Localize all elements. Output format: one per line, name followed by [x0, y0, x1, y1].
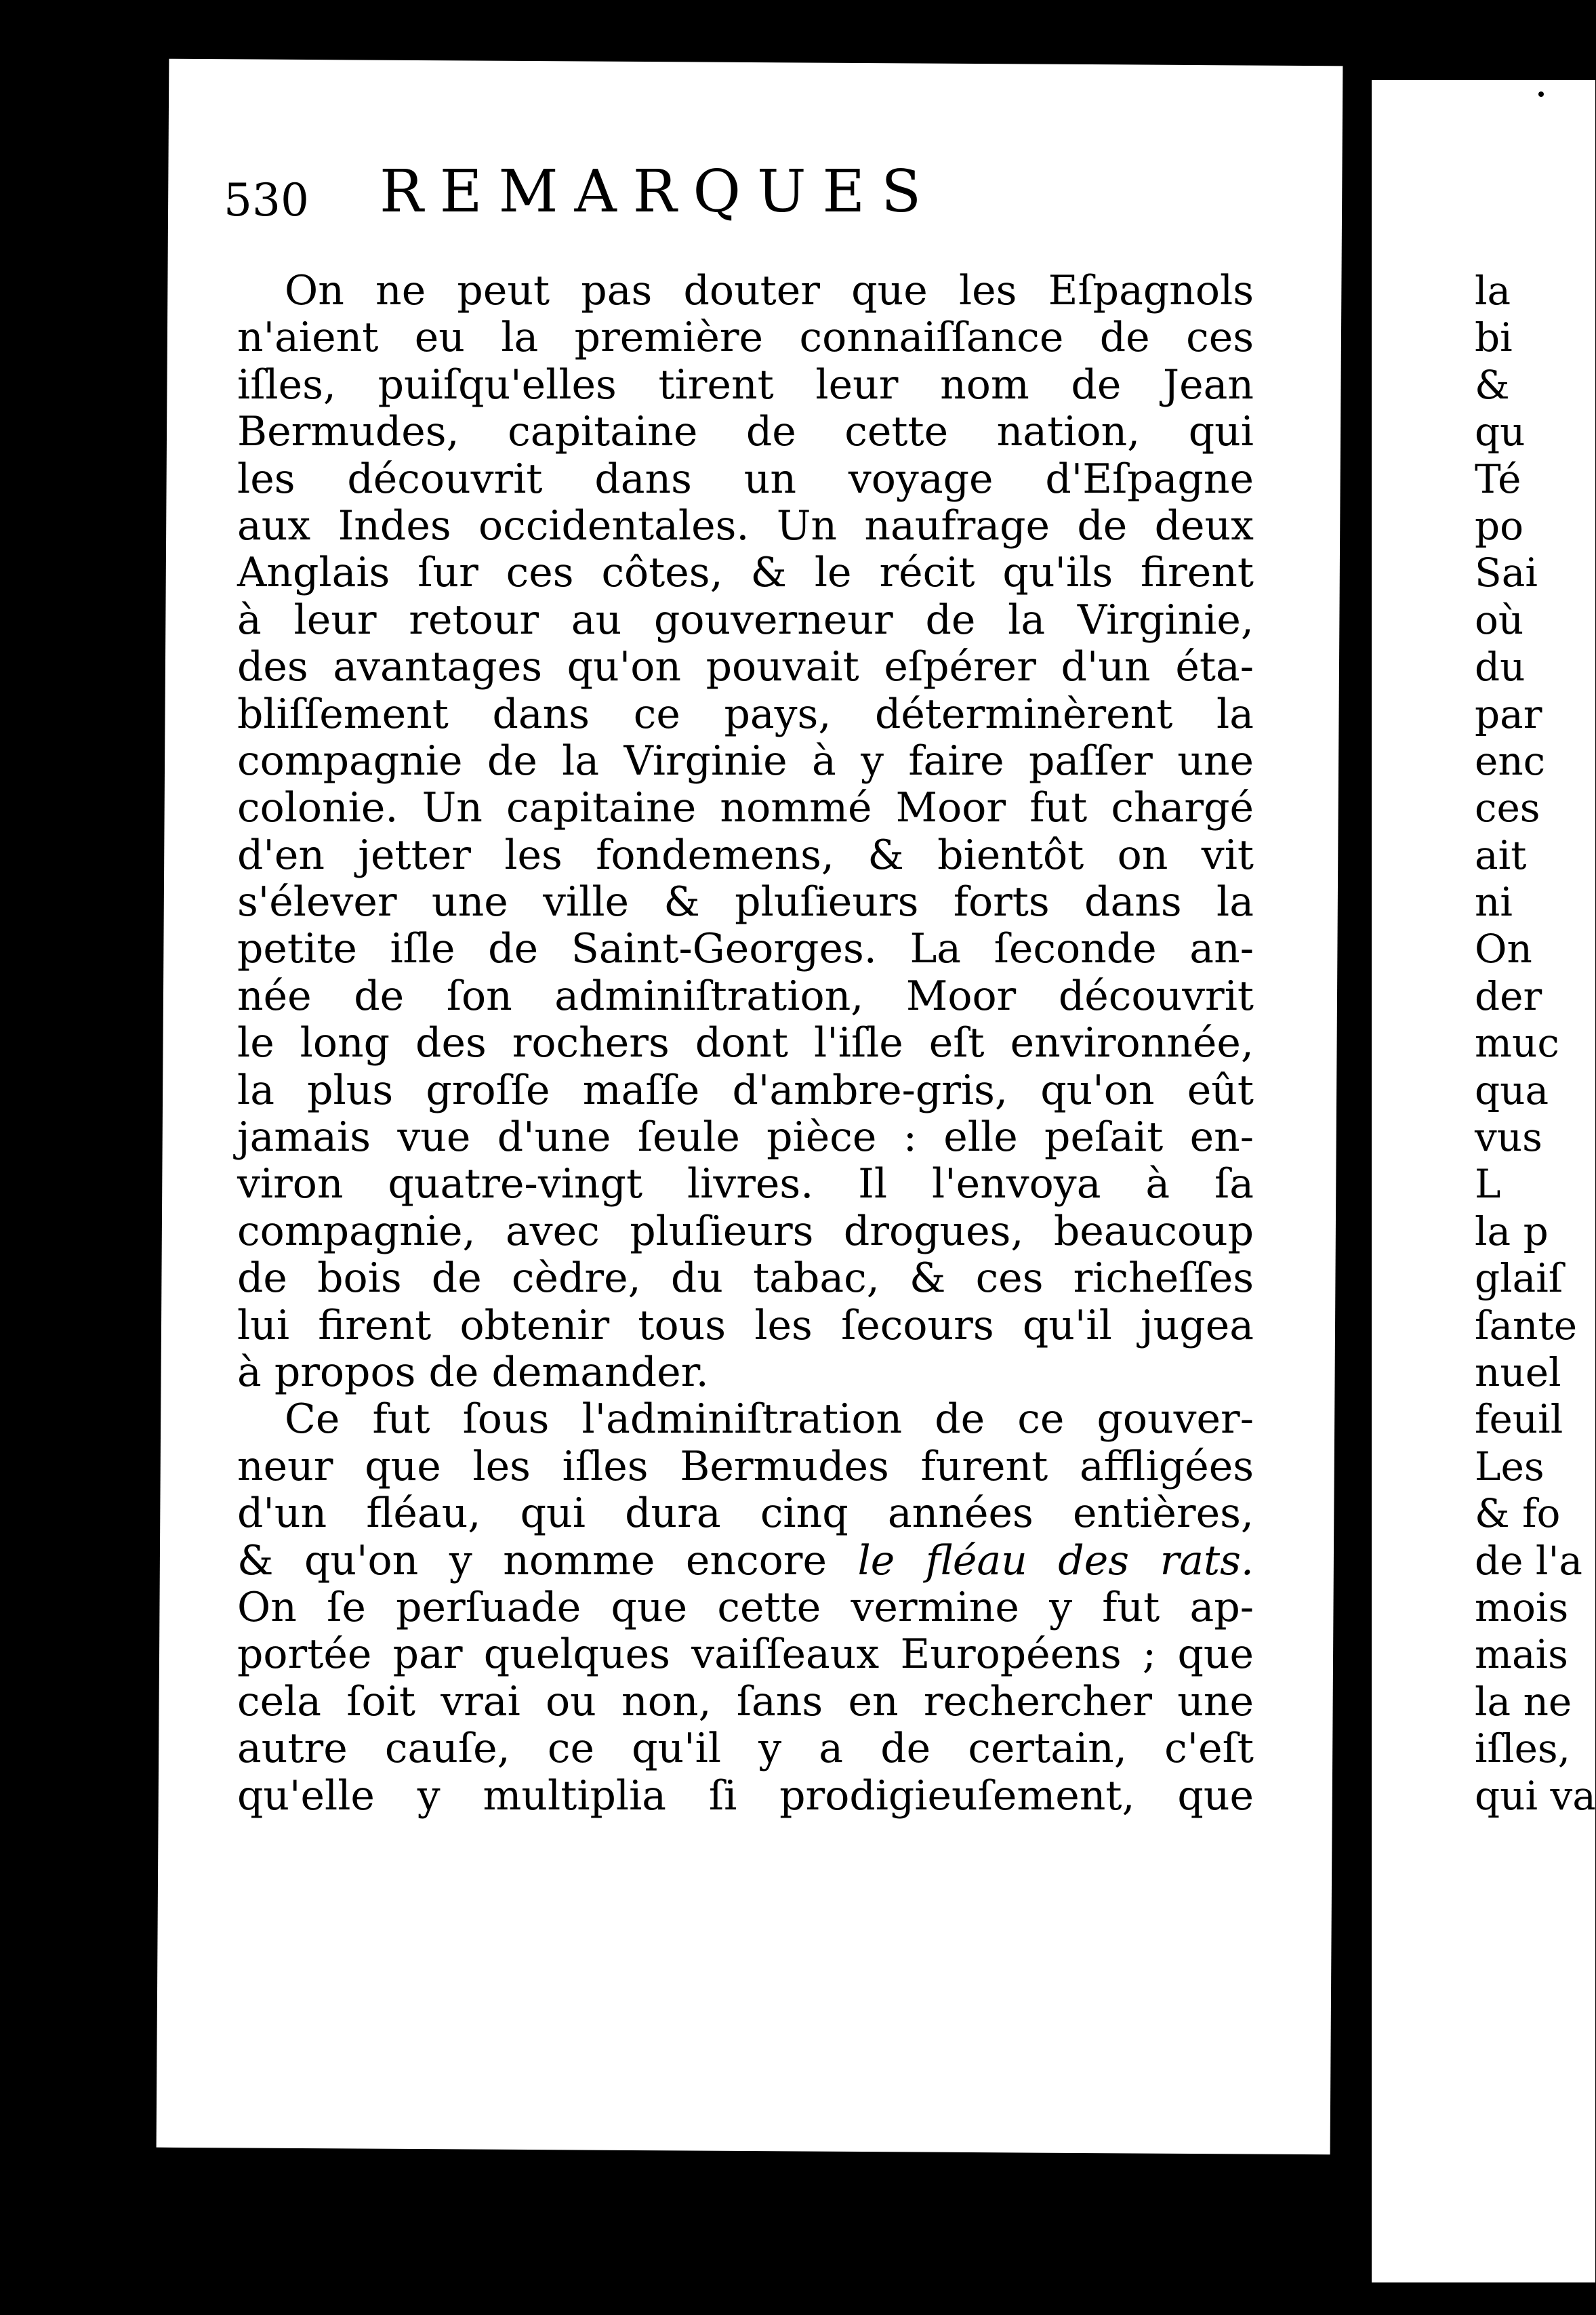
italic-phrase: le fléau des rats.: [857, 1536, 1254, 1584]
text-line-content: On ne peut pas douter que les Eſpagnols: [285, 267, 1254, 314]
text-line-content: Anglais ſur ces côtes, & le récit qu'ils firent: [237, 549, 1254, 597]
facing-page-fragment: qua: [1475, 1067, 1549, 1113]
facing-page-fragment: glaiſ: [1475, 1255, 1563, 1302]
text-line: [237, 1067, 1254, 1114]
text-line-content: bliſſement dans ce pays, déterminèrent la: [237, 690, 1254, 738]
facing-page-fragment: & fo: [1475, 1490, 1561, 1537]
facing-page-fragment: de l'a: [1475, 1537, 1582, 1584]
facing-page-fragments: [1475, 268, 1596, 1820]
text-line: [237, 503, 1254, 550]
text-line-content: le long des rochers dont l'iſle eſt environnée,: [237, 1019, 1254, 1067]
facing-page-fragment: qu: [1475, 409, 1526, 455]
text-line: [237, 1679, 1254, 1725]
text-line-content: neur que les iſles Bermudes furent affligées: [237, 1442, 1254, 1490]
facing-page-fragment: vus: [1475, 1114, 1542, 1161]
text-line: [237, 1538, 1254, 1584]
facing-page-fragment: Les: [1475, 1443, 1544, 1490]
text-line: [237, 785, 1254, 832]
facing-page-fragment: L: [1475, 1161, 1501, 1208]
text-line: [237, 409, 1254, 455]
running-title: REMARQUES: [380, 158, 938, 226]
facing-page-fragment: ces: [1475, 785, 1540, 832]
text-line-content: qu'elle y multiplia ſi prodigieuſement, que: [237, 1771, 1254, 1820]
facing-page-fragment: iſles,: [1475, 1725, 1571, 1772]
text-line: [237, 1631, 1254, 1678]
text-line-content: cela ſoit vrai ou non, ſans en rechercher une: [237, 1677, 1254, 1725]
text-line: [237, 456, 1254, 503]
body-text: [237, 268, 1254, 1820]
text-line: [237, 1773, 1254, 1820]
facing-page-fragment: feuil: [1475, 1396, 1563, 1443]
text-line-content: iſles, puiſqu'elles tirent leur nom de Jean: [237, 361, 1254, 409]
text-line-content: d'en jetter les fondemens, & bientôt on vit: [237, 831, 1254, 879]
facing-page-fragment: muc: [1475, 1020, 1559, 1067]
text-line-content: compagnie, avec pluſieurs drogues, beaucoup: [237, 1207, 1254, 1255]
facing-page-fragment: mois: [1475, 1584, 1569, 1631]
text-line: [237, 268, 1254, 314]
running-head: [224, 152, 1105, 241]
text-line: [237, 1725, 1254, 1772]
text-line-content: colonie. Un capitaine nommé Moor fut chargé: [237, 784, 1254, 832]
text-line: [237, 691, 1254, 738]
margin-speck: [1538, 91, 1544, 97]
text-line-content: de bois de cèdre, du tabac, & ces richeſſes: [237, 1254, 1254, 1303]
facing-page-fragment: nuel: [1475, 1349, 1561, 1395]
text-line: [237, 597, 1254, 644]
facing-page-fragment: du: [1475, 644, 1526, 691]
text-line-content: Bermudes, capitaine de cette nation, qui: [237, 408, 1254, 456]
text-line-content: portée par quelques vaiſſeaux Européens ; que: [237, 1631, 1254, 1679]
text-line-content: n'aient eu la première connaiſſance de ces: [237, 314, 1254, 362]
text-line: [237, 1303, 1254, 1349]
text-line: [237, 1255, 1254, 1302]
facing-page-fragment: ait: [1475, 832, 1527, 878]
text-line: [237, 1396, 1254, 1443]
text-line-content: s'élever une ville & pluſieurs forts dans la: [237, 878, 1254, 926]
text-line-content: des avantages qu'on pouvait eſpérer d'un éta-: [237, 643, 1254, 691]
facing-page-fragment: la p: [1475, 1208, 1549, 1254]
text-line-content: & qu'on y nomme encore: [237, 1536, 858, 1584]
text-line-content: compagnie de la Virginie à y faire paſſer une: [237, 737, 1254, 785]
text-line: [237, 1584, 1254, 1631]
facing-page-fragment: enc: [1475, 737, 1546, 784]
margin-speck: [47, 1518, 56, 1523]
text-line-content: les découvrit dans un voyage d'Eſpagne: [237, 455, 1254, 503]
text-line-content: d'un fléau, qui dura cinq années entières,: [237, 1490, 1254, 1538]
text-line-content: viron quatre-vingt livres. Il l'envoya à ſa: [237, 1160, 1254, 1208]
text-line: [237, 832, 1254, 879]
text-line: [237, 1114, 1254, 1161]
facing-page-fragment: où: [1475, 596, 1524, 643]
text-line-content: à leur retour au gouverneur de la Virginie,: [237, 596, 1254, 644]
text-line-content: la plus groſſe maſſe d'ambre-gris, qu'on eût: [237, 1066, 1254, 1114]
facing-page-fragment: la: [1475, 268, 1511, 314]
facing-page-fragment: &: [1475, 361, 1510, 408]
facing-page-fragment: der: [1475, 972, 1542, 1019]
page-number: 530: [224, 174, 309, 226]
text-line: [237, 1020, 1254, 1067]
text-line-content: jamais vue d'une ſeule pièce : elle peſait en-: [237, 1113, 1254, 1162]
text-line: [237, 738, 1254, 785]
text-line-content: petite iſle de Saint-Georges. La ſeconde an-: [237, 925, 1254, 973]
text-line-content: à propos de demander.: [237, 1348, 709, 1396]
facing-page-fragment: Sai: [1475, 550, 1538, 596]
text-line: [237, 644, 1254, 691]
facing-page-fragment: po: [1475, 502, 1524, 549]
text-line-content: autre cauſe, ce qu'il y a de certain, c'eſt: [237, 1725, 1254, 1773]
text-line: [237, 973, 1254, 1020]
facing-page-fragment: mais: [1475, 1631, 1568, 1678]
text-line: [237, 1161, 1254, 1208]
text-line: [237, 550, 1254, 596]
facing-page-fragment: Té: [1475, 455, 1521, 502]
text-line: [237, 314, 1254, 361]
text-line-content: Ce fut ſous l'adminiſtration de ce gouver-: [285, 1395, 1254, 1443]
facing-page-fragment: bi: [1475, 314, 1513, 361]
facing-page-fragment: ſante: [1475, 1302, 1578, 1349]
facing-page-fragment: par: [1475, 691, 1542, 737]
text-line: [237, 1490, 1254, 1537]
text-line: [237, 1349, 1254, 1396]
text-line-content: née de ſon adminiſtration, Moor découvrit: [237, 972, 1254, 1020]
text-line: [237, 1208, 1254, 1255]
facing-page-fragment: la ne: [1475, 1678, 1572, 1725]
text-line: [237, 1443, 1254, 1490]
text-line: [237, 926, 1254, 972]
text-line-content: lui firent obtenir tous les ſecours qu'il jugea: [237, 1301, 1254, 1349]
facing-page-fragment: ni: [1475, 879, 1513, 926]
text-line: [237, 362, 1254, 409]
text-line-content: On ſe perſuade que cette vermine y fut ap-: [237, 1583, 1254, 1631]
text-line-content: aux Indes occidentales. Un naufrage de deux: [237, 501, 1254, 550]
facing-page-fragment: On: [1475, 926, 1532, 972]
facing-page-fragment: qui va: [1475, 1772, 1596, 1819]
text-line: [237, 879, 1254, 926]
